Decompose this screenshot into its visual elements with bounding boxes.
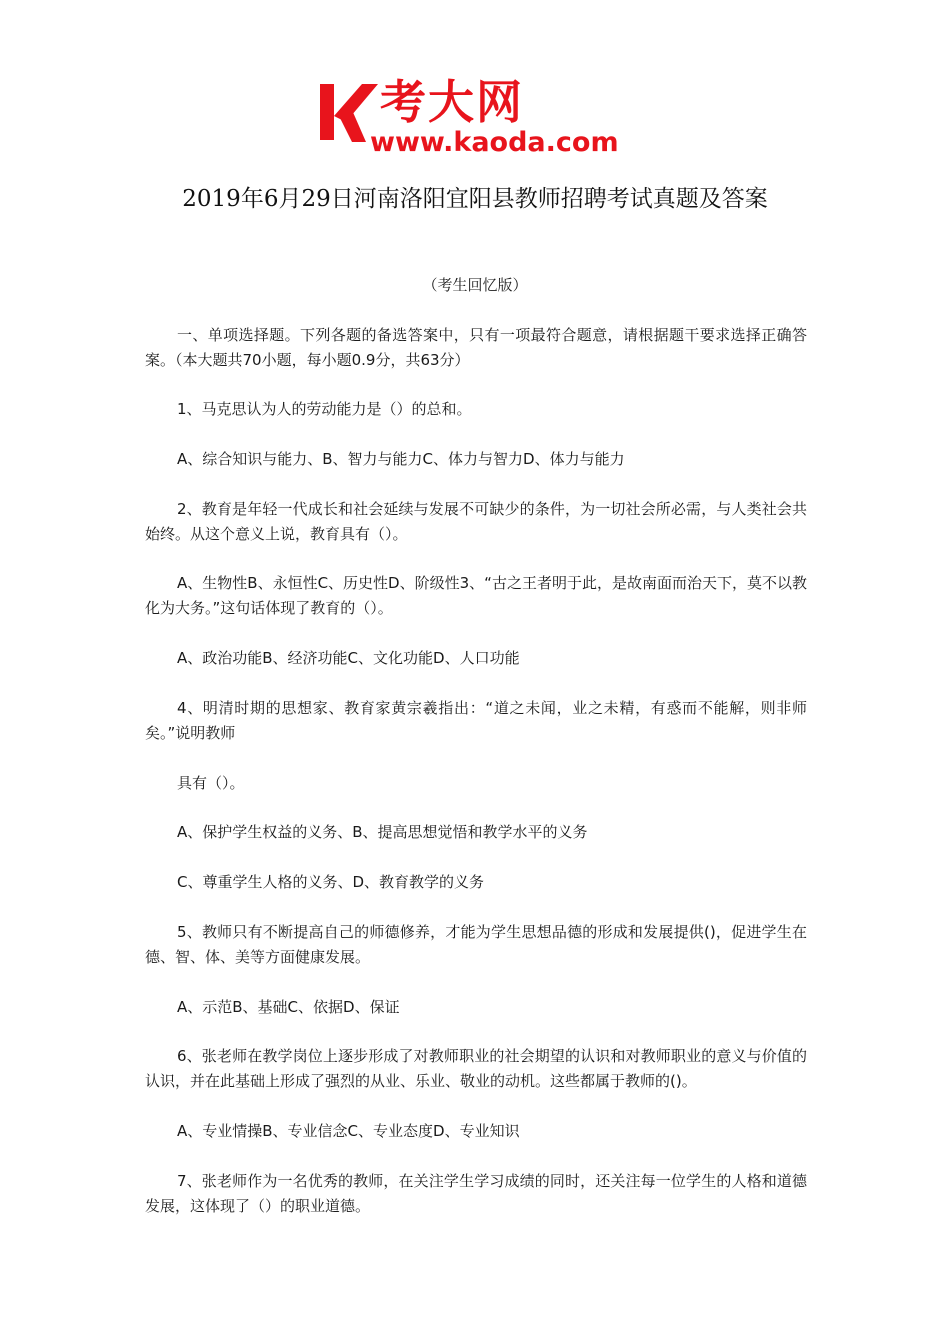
question-2: 2、教育是年轻一代成长和社会延续与发展不可缺少的条件，为一切社会所必需，与人类社会共始终。从这个意义上说，教育具有（）。 bbox=[145, 500, 807, 543]
question-3-options: A、政治功能B、经济功能C、文化功能D、人口功能 bbox=[177, 649, 520, 667]
document-subtitle: （考生回忆版） bbox=[422, 276, 528, 294]
question-4: 4、明清时期的思想家、教育家黄宗羲指出：“道之未闻，业之未精，有惑而不能解，则非师矣。”说明教师 bbox=[145, 699, 807, 742]
question-1-options: A、综合知识与能力、B、智力与能力C、体力与智力D、体力与能力 bbox=[177, 450, 625, 468]
logo-url-text: www.kaoda.com bbox=[370, 127, 619, 158]
question-5: 5、教师只有不断提高自己的师德修养，才能为学生思想品德的形成和发展提供()，促进学生在德、智、体、美等方面健康发展。 bbox=[145, 923, 807, 966]
question-4-options-ab: A、保护学生权益的义务、B、提高思想觉悟和教学水平的义务 bbox=[177, 823, 588, 841]
question-2-options-question-3: A、生物性B、永恒性C、历史性D、阶级性3、“古之王者明于此，是故南面而治天下，莫不以教化为大务。”这句话体现了教育的（）。 bbox=[145, 574, 807, 617]
question-7: 7、张老师作为一名优秀的教师，在关注学生学习成绩的同时，还关注每一位学生的人格和道德发展，这体现了（）的职业道德。 bbox=[145, 1172, 807, 1215]
question-6-options: A、专业情操B、专业信念C、专业态度D、专业知识 bbox=[177, 1122, 520, 1140]
question-4-options-cd: C、尊重学生人格的义务、D、教育教学的义务 bbox=[177, 873, 485, 891]
question-5-options: A、示范B、基础C、依据D、保证 bbox=[177, 998, 400, 1016]
question-4-continued: 具有（）。 bbox=[177, 774, 245, 792]
question-1: 1、马克思认为人的劳动能力是（）的总和。 bbox=[177, 400, 472, 418]
logo-brand-text: 考大网 bbox=[380, 75, 524, 129]
document-title: 2019年6月29日河南洛阳宜阳县教师招聘考试真题及答案 bbox=[182, 186, 768, 212]
kaoda-logo bbox=[318, 75, 638, 160]
section-instructions: 一、单项选择题。下列各题的备选答案中，只有一项最符合题意，请根据题干要求选择正确答案。（本大题共70小题，每小题0.9分，共63分） bbox=[145, 326, 807, 369]
question-6: 6、张老师在教学岗位上逐步形成了对教师职业的社会期望的认识和对教师职业的意义与价值的认识，并在此基础上形成了强烈的从业、乐业、敬业的动机。这些都属于教师的()。 bbox=[145, 1047, 807, 1090]
